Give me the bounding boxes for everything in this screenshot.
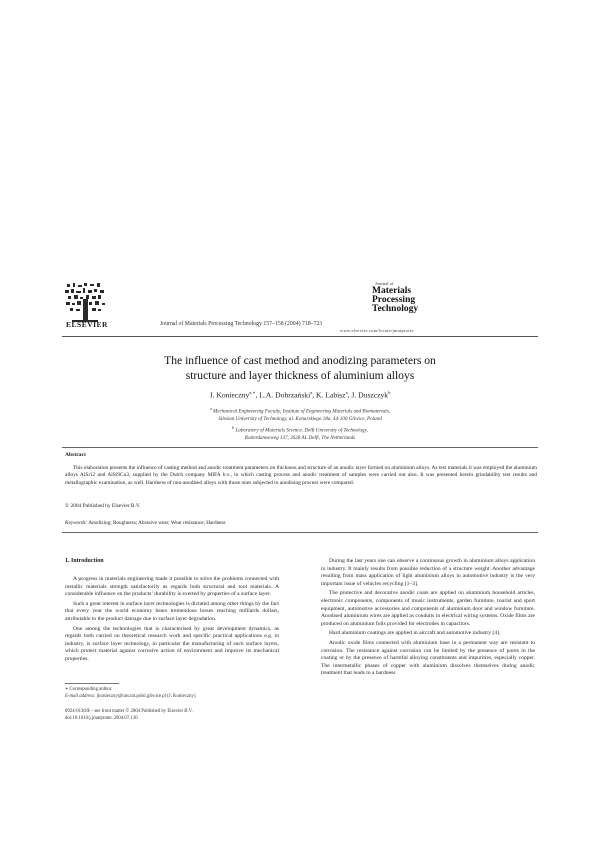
paragraph: A progress in materials engineering made it possible to solve the problems connected with metallic materials strength satisfactorily as regards both structural and tool materials. A considerable influence on the products’ durability is exerted by properties of a surface layer. (65, 576, 279, 598)
affiliation-b-text-1: Laboratory of Materials Science, Delft University of Technology, (235, 427, 368, 434)
journal-masthead (372, 281, 432, 315)
affiliation-b-line-1 (80, 424, 520, 435)
keywords-label: Keywords: (65, 520, 88, 526)
journal-title-line-3: Technology (372, 304, 419, 315)
journal-citation: Journal of Materials Processing Technology 157–158 (2004) 718–723 (160, 321, 323, 327)
affiliation-b-marker: b (232, 424, 235, 430)
corresponding-author-note: ∗ Corresponding author. (65, 687, 113, 692)
left-column (65, 576, 279, 666)
doi-line[interactable]: doi:10.1016/j.jmatprotec.2004.07.130 (65, 716, 138, 721)
footnotes (65, 686, 279, 700)
footnote-divider (65, 683, 119, 684)
author-3-affil: a (345, 390, 348, 395)
affiliation-b-line-2: Rotterdamseweg 137, 2628 AL Delft, The Netherlands (244, 434, 356, 441)
author-2-affil: a (310, 390, 313, 395)
paragraph: Anodic oxide films connected with aluminium base in a permanent way are resistant to corrosion. The resistance against corrosion can be limited by the presence of pores in the coating or by the presence of harmful alloying constituents and impurities, especially copper. The intermetallic phases of copper with aluminium dissolves themselves during anodic treatment that leads to a hardness (321, 639, 535, 677)
title-line-2: structure and layer thickness of aluminium alloys (185, 368, 415, 382)
affiliation-a-line-1 (80, 405, 520, 416)
section-heading-introduction: 1. Introduction (65, 558, 104, 564)
paragraph: Hard aluminium coatings are applied in aircraft and automotive industry [4]. (329, 630, 501, 637)
journal-title-line-2: Processing (372, 295, 416, 306)
paragraph: The protective and decorative anodic coats are applied on aluminium household articles, electronic components, components of music instruments, garden furniture, tourist and sport equipment, automotive accessories and components of aluminium door and window furniture. Anodised aluminium wires are applied as conduits in electrical wiring systems. Oxide films are produced on aluminium foils provided for electrodes in capacitors. (321, 590, 535, 627)
title-line-1: The influence of cast method and anodizing parameters on (164, 354, 436, 367)
author-2: , L.A. Dobrzański (255, 390, 311, 400)
email-address[interactable]: jkonieczny@uns.mt.polsl.gliwice.pl (J. Konieczny). (96, 694, 197, 699)
author-1-affil: a,∗ (249, 390, 256, 395)
journal-url: www.elsevier.com/locate/jmatprotec (340, 328, 415, 333)
keywords-text: Anodizing; Roughness; Abrasive wear; Wear resistance; Hardness (88, 520, 226, 526)
author-1: J. Konieczny (209, 390, 250, 400)
author-4-affil: b (388, 390, 391, 395)
issn-line: 0924-0136/$ – see front matter © 2004 Published by Elsevier B.V. (65, 709, 193, 714)
paragraph: One among the technologies that is characterised by great development dynamics, as regards both carried on theoretical research work and specific practical applications e.g. in industry, is surface layer technology, in particular the manufacturing of such surface layers, which protect material against corrosive action of environment and improve its mechanical properties. (65, 625, 279, 662)
abstract-top-divider (62, 447, 538, 448)
journal-masthead-prefix: Journal of (375, 281, 394, 286)
issn-doi-block (65, 708, 193, 722)
header-divider (62, 336, 538, 337)
affiliation-a-line-2: Silesian University of Technology, ul. Konarskiego 18a, 44-100 Gliwice, Poland (218, 416, 382, 423)
journal-title-line-1: Materials (372, 286, 412, 296)
publisher-name: ELSEVIER (66, 320, 108, 329)
author-4: , J. Duszczyk (347, 390, 389, 400)
abstract-text: This elaboration presents the influence of casting method and anodic treatment parameters on thickness and structure of an anodic layer formed on aluminium alloys. As test materials it was employed the aluminium alloys AlSi12 and AlSi9Cu3, supplied by the Dutch company MIFA b.v., in which casting process and anodic treatment of samples were carried out also. It was presented herein grindability test results and metallographic examination, as well. Hardness of non-anodised alloys with those ones subjected to anodising process were compared. (65, 465, 537, 486)
email-label: E-mail address: (65, 694, 96, 699)
journal-masthead-title (372, 287, 432, 315)
abstract-heading: Abstract (65, 452, 86, 458)
keywords (65, 520, 226, 526)
abstract-body (65, 465, 537, 487)
affiliation-a-marker: a (210, 406, 212, 411)
abstract-copyright: © 2004 Published by Elsevier B.V. (65, 503, 141, 509)
abstract-bottom-divider (62, 532, 538, 533)
right-column (321, 558, 535, 680)
article-title (80, 354, 520, 383)
email-note (65, 693, 279, 700)
affiliation-a-text-1: Mechanical Engineering Faculty, Institute of Engineering Materials and Biomaterials, (213, 408, 390, 415)
affiliations (80, 405, 520, 442)
paragraph: Such a great interest in surface layer technologies is dictated among other things by the fact that every year the world economy bears tremendous losses reaching milliards dollars, attributable to the product damage due to surface layer degradation. (65, 600, 279, 622)
author-list (80, 390, 520, 400)
paragraph: During the last years one can observe a continuous growth in aluminium alloys application in industry. It mainly results from possible reduction of a structure weight. Another advantage resulting from mass application of light aluminium alloys in automotive industry is the very important issue of vehicles recycling [1–3]. (321, 558, 535, 587)
author-3: , K. Labisz (312, 390, 346, 400)
